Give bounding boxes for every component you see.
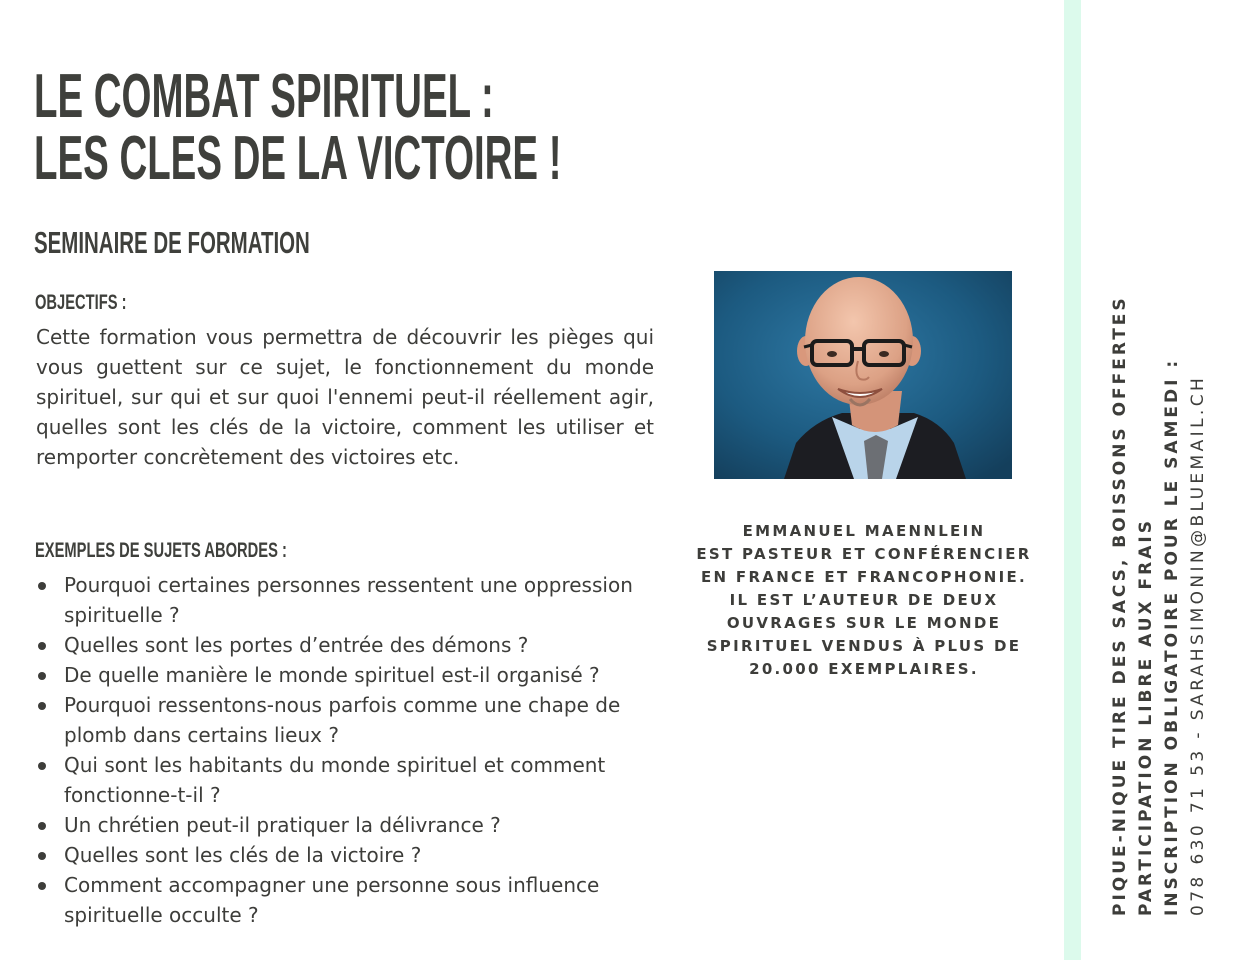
list-item bbox=[36, 870, 656, 930]
bullet-icon bbox=[38, 762, 46, 770]
bullet-icon bbox=[38, 822, 46, 830]
list-item bbox=[36, 660, 656, 690]
topic-text: Quelles sont les clés de la victoire ? bbox=[64, 843, 422, 867]
topic-text: De quelle manière le monde spirituel est-il organisé ? bbox=[64, 663, 600, 687]
list-item bbox=[36, 630, 656, 660]
topic-text: Qui sont les habitants du monde spirituel et comment fonctionne-t-il ? bbox=[64, 753, 606, 807]
topics-heading: EXEMPLES DE SUJETS ABORDES : bbox=[35, 539, 287, 562]
title-line-2: LES CLES DE LA VICTOIRE ! bbox=[34, 124, 562, 193]
speaker-photo bbox=[714, 271, 1012, 479]
bullet-icon bbox=[38, 672, 46, 680]
speaker-bio: EMMANUEL MAENNLEIN EST PASTEUR ET CONFÉRENCIER EN FRANCE ET FRANCOPHONIE. IL EST L’AUTEUR DE DEUX OUVRAGES SUR LE MONDE SPIRITUEL VENDUS À PLUS DE 20.000 EXEMPLAIRES. bbox=[696, 522, 1032, 678]
topics-list bbox=[36, 570, 656, 930]
topic-text: Comment accompagner une personne sous influence spirituelle occulte ? bbox=[64, 873, 600, 927]
topic-text: Pourquoi ressentons-nous parfois comme une chape de plomb dans certains lieux ? bbox=[64, 693, 621, 747]
bullet-icon bbox=[38, 642, 46, 650]
topic-text: Un chrétien peut-il pratiquer la délivrance ? bbox=[64, 813, 501, 837]
objectives-heading: OBJECTIFS : bbox=[35, 291, 127, 314]
title-line-1: LE COMBAT SPIRITUEL : bbox=[34, 62, 494, 131]
list-item bbox=[36, 570, 656, 630]
info-picnic: PIQUE-NIQUE TIRE DES SACS, BOISSONS OFFERTES bbox=[1110, 295, 1130, 916]
topic-text: Pourquoi certaines personnes ressentent une oppression spirituelle ? bbox=[64, 573, 633, 627]
list-item bbox=[36, 690, 656, 750]
info-contact: 078 630 71 53 - SARAHSIMONIN@BLUEMAIL.CH bbox=[1188, 374, 1208, 916]
page-title bbox=[34, 62, 562, 193]
info-registration: INSCRIPTION OBLIGATOIRE POUR LE SAMEDI : bbox=[1162, 357, 1182, 916]
bullet-icon bbox=[38, 882, 46, 890]
list-item bbox=[36, 840, 656, 870]
objectives-text: Cette formation vous permettra de découvrir les pièges qui vous guettent sur ce sujet, le fonctionnement du monde spirituel, sur qui et sur quoi l'ennemi peut-il réellement agir, quelles sont les clés de la victoire, comment les utiliser et remporter concrètement des victoires etc. bbox=[36, 325, 654, 469]
bullet-icon bbox=[38, 702, 46, 710]
info-participation: PARTICIPATION LIBRE AUX FRAIS bbox=[1136, 518, 1156, 916]
list-item bbox=[36, 750, 656, 810]
topic-text: Quelles sont les portes d’entrée des démons ? bbox=[64, 633, 529, 657]
list-item bbox=[36, 810, 656, 840]
subtitle: SEMINAIRE DE FORMATION bbox=[34, 225, 310, 260]
bullet-icon bbox=[38, 582, 46, 590]
accent-band bbox=[1064, 0, 1081, 960]
practical-info bbox=[1107, 266, 1211, 916]
bullet-icon bbox=[38, 852, 46, 860]
